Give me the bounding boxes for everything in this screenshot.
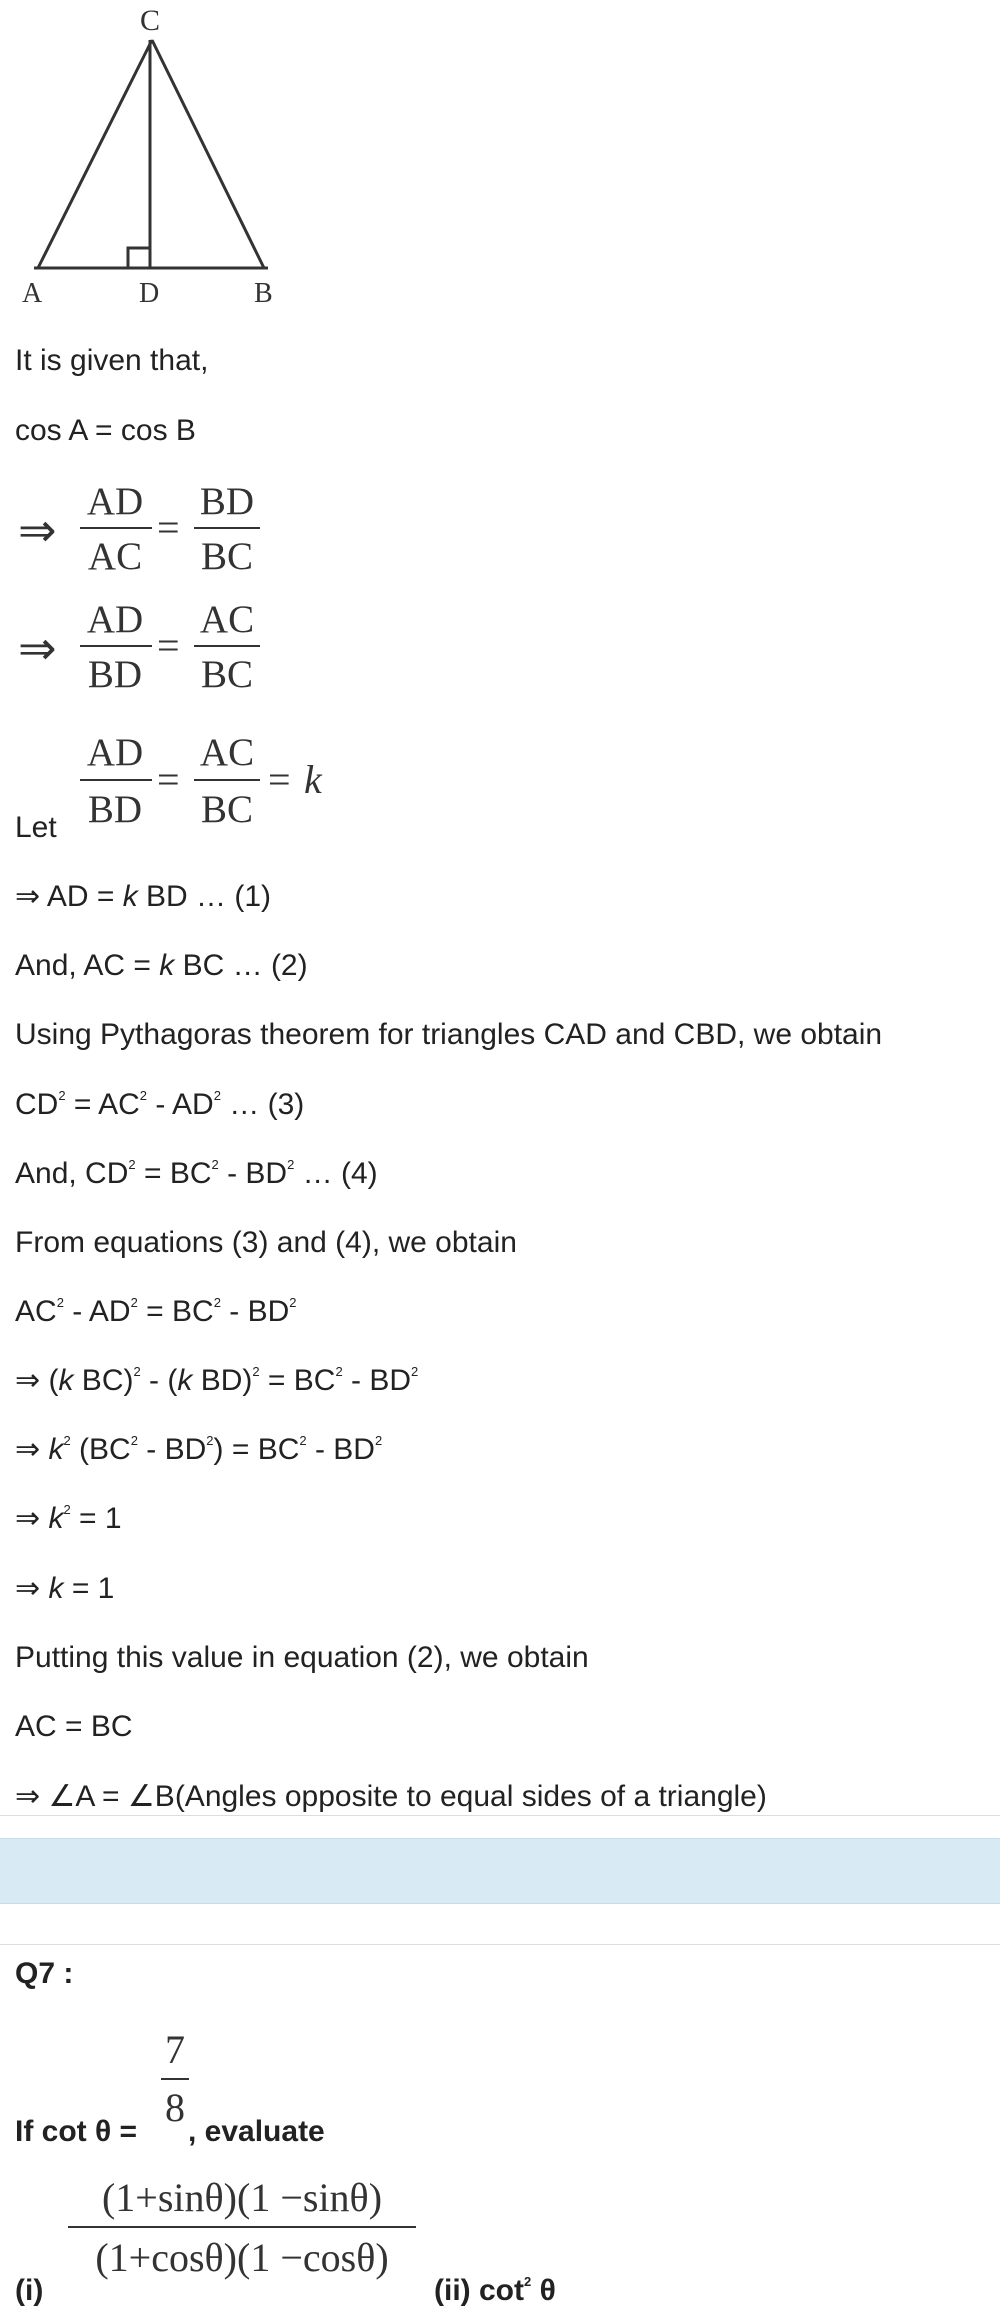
equals-sign: = (268, 757, 291, 802)
question-label: Q7 : (15, 1957, 74, 1990)
implies-symbol: ⇒ (18, 623, 57, 674)
equation-4: And, $CD^2 = BC^2 - BD^2$ … (4) (15, 1157, 378, 1190)
question-prompt-end: , evaluate (188, 2115, 325, 2148)
vertex-label-a: A (22, 278, 43, 309)
cos-equation: cos A = cos B (15, 414, 196, 447)
cot-denominator: 8 (165, 2085, 185, 2130)
expression-numerator: (1+sinθ)(1 −sinθ) (101, 2175, 383, 2220)
from-text: From equations (3) and (4), we obtain (15, 1226, 517, 1259)
denominator: BC (200, 653, 254, 696)
part-ii: (ii) $\cot^2 \theta$ (434, 2274, 556, 2307)
numerator: BD (199, 480, 255, 523)
part-i-label: (i) (15, 2274, 44, 2307)
vertex-label-d: D (139, 278, 160, 309)
k-variable: k (304, 757, 322, 802)
numerator: AD (86, 480, 144, 523)
putting-text: Putting this value in equation (2), we obtain (15, 1641, 589, 1674)
equation-6: ⇒ (k BC)$^2$ - (k $BD)^2 = BC^2 - BD^2$ (15, 1364, 419, 1397)
numerator: AC (199, 731, 255, 774)
denominator: BC (200, 788, 254, 831)
pythagoras-text: Using Pythagoras theorem for triangles CAD and CBD, we obtain (15, 1018, 883, 1051)
equals-sign: = (157, 757, 180, 802)
numerator: AD (86, 731, 144, 774)
equation-5: $AC^2 - AD^2 = BC^2 - BD^2$ (15, 1295, 297, 1328)
numerator: AC (199, 598, 255, 641)
ac-bc-equation: AC = BC (15, 1710, 133, 1743)
let-text: Let (15, 811, 57, 844)
divider (0, 1815, 1000, 1816)
angles-conclusion: ⇒ ∠A = ∠B(Angles opposite to equal sides of a triangle) (15, 1780, 767, 1813)
vertex-label-c: C (140, 4, 161, 37)
denominator: BD (87, 788, 143, 831)
equals-sign: = (157, 623, 180, 668)
equation-3: $CD^2 = AC^2 - AD^2$ … (3) (15, 1088, 305, 1121)
equation-9: ⇒ k = 1 (15, 1572, 115, 1605)
equation-7: ⇒ $k^2$ $(BC^2 - BD^2) = BC^2 - BD^2$ (15, 1433, 383, 1466)
equation-2: And, AC = k BC … (2) (15, 949, 308, 982)
equation-1: ⇒ AD = k BD … (1) (15, 880, 272, 913)
denominator: AC (87, 535, 143, 578)
cot-numerator: 7 (165, 2027, 185, 2072)
denominator: BD (87, 653, 143, 696)
given-text: It is given that, (15, 344, 209, 377)
divider (0, 1944, 1000, 1945)
equation-8: ⇒ $k^2 = 1$ (15, 1502, 122, 1535)
numerator: AD (86, 598, 144, 641)
question-prompt-start: If cot θ = (15, 2115, 138, 2148)
expression-denominator: (1+cosθ)(1 −cosθ) (95, 2235, 389, 2280)
section-separator-band (0, 1838, 1000, 1904)
vertex-label-b: B (254, 278, 273, 309)
equals-sign: = (157, 505, 180, 550)
implies-symbol: ⇒ (18, 505, 57, 556)
triangle-diagram (0, 0, 300, 310)
denominator: BC (200, 535, 254, 578)
